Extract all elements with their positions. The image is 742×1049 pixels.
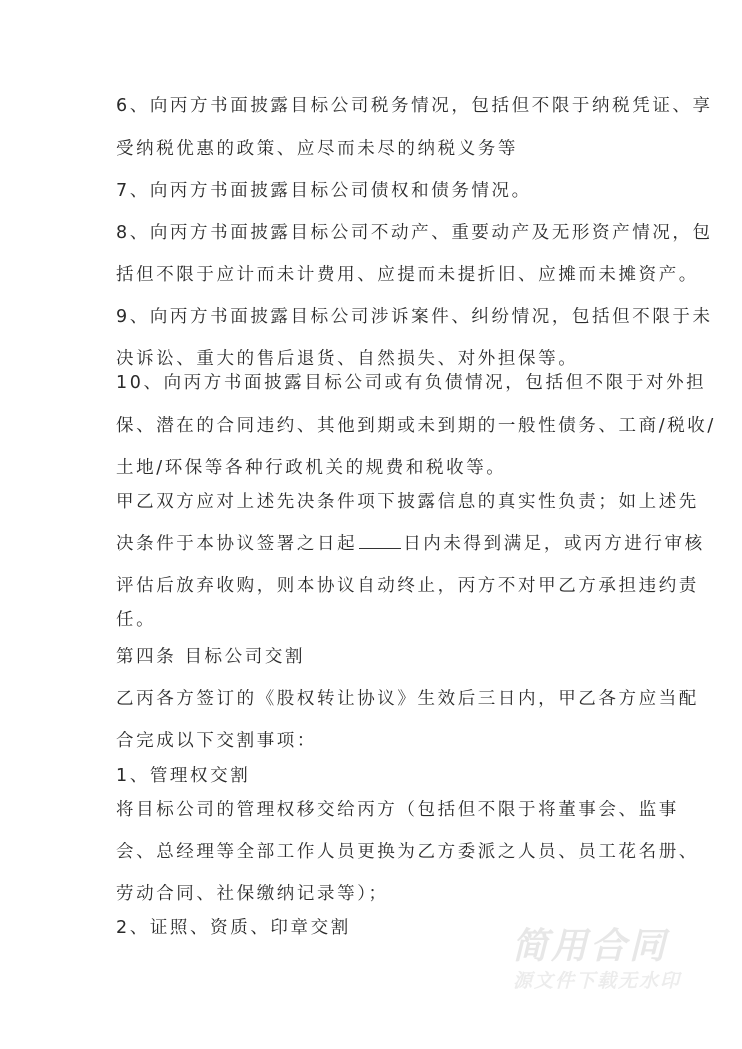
watermark-title: 简用合同 [512,926,669,967]
article-4-line-1: 乙丙各方签订的《股权转让协议》生效后三日内，甲乙各方应当配 [116,689,699,709]
paragraph-line-3: 评估后放弃收购，则本协议自动终止，丙方不对甲乙方承担违约责 [116,576,699,596]
clause-10-line-3: 土地/环保等各种行政机关的规费和税收等。 [116,458,507,478]
clause-6-line-1: 6、向丙方书面披露目标公司税务情况，包括但不限于纳税凭证、享 [116,96,713,116]
paragraph-line-4: 任。 [116,610,157,630]
clause-7: 7、向丙方书面披露目标公司债权和债务情况。 [116,181,532,201]
days-blank-field[interactable] [359,532,401,549]
clause-6-line-2: 受纳税优惠的政策、应尽而未尽的纳税义务等 [116,139,518,159]
article-4-heading: 第四条 目标公司交割 [116,647,306,667]
paragraph-line-2 [116,532,705,556]
item-1-line-3: 劳动合同、社保缴纳记录等）； [116,884,389,904]
paragraph-line-2-prefix: 决条件于本协议签署之日起 [116,534,358,554]
article-4-line-2: 合完成以下交割事项： [116,731,317,751]
paragraph-line-2-suffix: 日内未得到满足，或丙方进行审核 [403,534,705,554]
item-2-heading: 2、证照、资质、印章交割 [116,918,351,938]
clause-9-line-1: 9、向丙方书面披露目标公司涉诉案件、纠纷情况，包括但不限于未 [116,307,713,327]
clause-9-line-2: 决诉讼、重大的售后退货、自然损失、对外担保等。 [116,349,579,369]
clause-8-line-2: 括但不限于应计而未计费用、应提而未提折旧、应摊而未摊资产。 [116,265,699,285]
item-1-line-1: 将目标公司的管理权移交给丙方（包括但不限于将董事会、监事 [116,800,679,820]
item-1-line-2: 会、总经理等全部工作人员更换为乙方委派之人员、员工花名册、 [116,842,699,862]
clause-8-line-1: 8、向丙方书面披露目标公司不动产、重要动产及无形资产情况，包 [116,223,713,243]
paragraph-line-1: 甲乙双方应对上述先决条件项下披露信息的真实性负责；如上述先 [116,492,699,512]
item-1-heading: 1、管理权交割 [116,766,251,786]
clause-10-line-2: 保、潜在的合同违约、其他到期或未到期的一般性债务、工商/税收/ [116,416,716,436]
clause-10-line-1: 10、向丙方书面披露目标公司或有负债情况，包括但不限于对外担 [116,373,707,393]
watermark-subtitle: 源文件下载无水印 [513,970,682,992]
